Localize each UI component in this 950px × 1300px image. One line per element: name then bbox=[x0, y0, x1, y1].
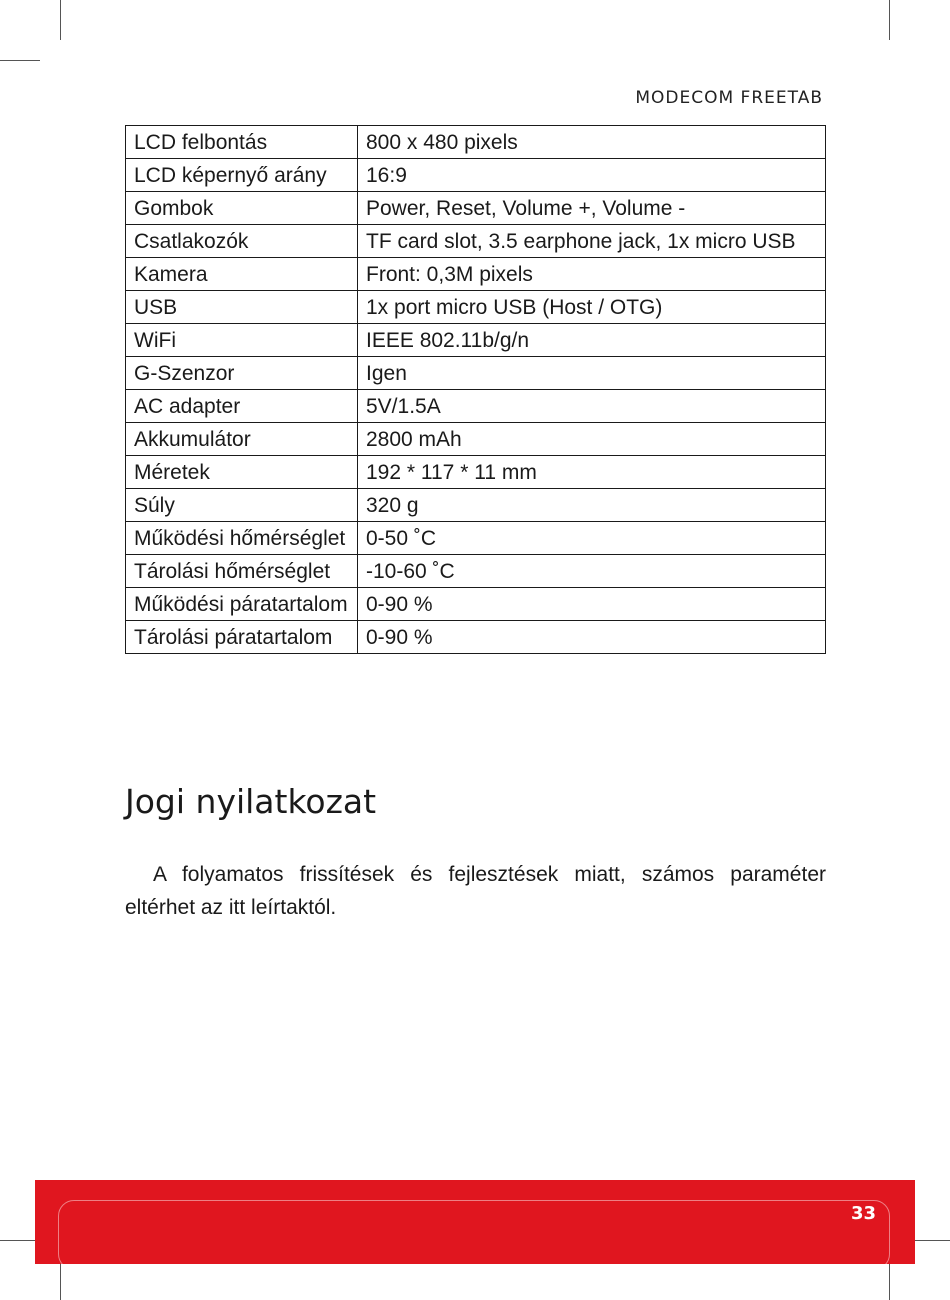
page-number: 33 bbox=[850, 1203, 876, 1224]
spec-row bbox=[126, 258, 826, 291]
spec-value: 16:9 bbox=[358, 159, 826, 192]
spec-table bbox=[125, 125, 826, 654]
running-header: MODECOM FREETAB bbox=[635, 88, 823, 108]
spec-key: Súly bbox=[126, 489, 358, 522]
spec-row bbox=[126, 324, 826, 357]
spec-value: 320 g bbox=[358, 489, 826, 522]
spec-row bbox=[126, 456, 826, 489]
spec-value: TF card slot, 3.5 earphone jack, 1x micro USB bbox=[358, 225, 826, 258]
spec-value: Igen bbox=[358, 357, 826, 390]
spec-value: Power, Reset, Volume +, Volume - bbox=[358, 192, 826, 225]
spec-row bbox=[126, 357, 826, 390]
spec-row bbox=[126, 159, 826, 192]
crop-mark bbox=[910, 1240, 950, 1241]
spec-key: LCD képernyő arány bbox=[126, 159, 358, 192]
crop-mark bbox=[60, 0, 61, 40]
spec-value: 0-90 % bbox=[358, 621, 826, 654]
spec-value: 1x port micro USB (Host / OTG) bbox=[358, 291, 826, 324]
spec-value: 2800 mAh bbox=[358, 423, 826, 456]
spec-key: Gombok bbox=[126, 192, 358, 225]
spec-value: 5V/1.5A bbox=[358, 390, 826, 423]
crop-mark bbox=[60, 1262, 61, 1300]
spec-row bbox=[126, 126, 826, 159]
spec-key: Tárolási páratartalom bbox=[126, 621, 358, 654]
spec-row bbox=[126, 225, 826, 258]
spec-value: Front: 0,3M pixels bbox=[358, 258, 826, 291]
crop-mark bbox=[889, 0, 890, 40]
spec-value: -10-60 ˚C bbox=[358, 555, 826, 588]
spec-key: AC adapter bbox=[126, 390, 358, 423]
crop-mark bbox=[0, 1240, 40, 1241]
spec-key: Működési páratartalom bbox=[126, 588, 358, 621]
spec-key: Kamera bbox=[126, 258, 358, 291]
body-paragraph: A folyamatos frissítések és fejlesztések miatt, számos paraméter eltérhet az itt leírtaktól. bbox=[125, 863, 826, 919]
spec-row bbox=[126, 489, 826, 522]
spec-key: Működési hőmérséglet bbox=[126, 522, 358, 555]
section-title: Jogi nyilatkozat bbox=[125, 782, 377, 821]
spec-key: Akkumulátor bbox=[126, 423, 358, 456]
spec-key: Méretek bbox=[126, 456, 358, 489]
spec-row bbox=[126, 390, 826, 423]
spec-row bbox=[126, 522, 826, 555]
spec-row bbox=[126, 423, 826, 456]
spec-row bbox=[126, 588, 826, 621]
spec-key: LCD felbontás bbox=[126, 126, 358, 159]
spec-value: 192 * 117 * 11 mm bbox=[358, 456, 826, 489]
spec-row bbox=[126, 291, 826, 324]
spec-value: IEEE 802.11b/g/n bbox=[358, 324, 826, 357]
footer-frame bbox=[58, 1200, 890, 1270]
spec-key: Tárolási hőmérséglet bbox=[126, 555, 358, 588]
spec-key: Csatlakozók bbox=[126, 225, 358, 258]
spec-value: 0-90 % bbox=[358, 588, 826, 621]
spec-row bbox=[126, 555, 826, 588]
spec-value: 0-50 ˚C bbox=[358, 522, 826, 555]
crop-mark bbox=[889, 1262, 890, 1300]
spec-key: USB bbox=[126, 291, 358, 324]
spec-key: WiFi bbox=[126, 324, 358, 357]
spec-key: G-Szenzor bbox=[126, 357, 358, 390]
spec-row bbox=[126, 621, 826, 654]
spec-row bbox=[126, 192, 826, 225]
crop-mark bbox=[0, 60, 40, 61]
spec-value: 800 x 480 pixels bbox=[358, 126, 826, 159]
